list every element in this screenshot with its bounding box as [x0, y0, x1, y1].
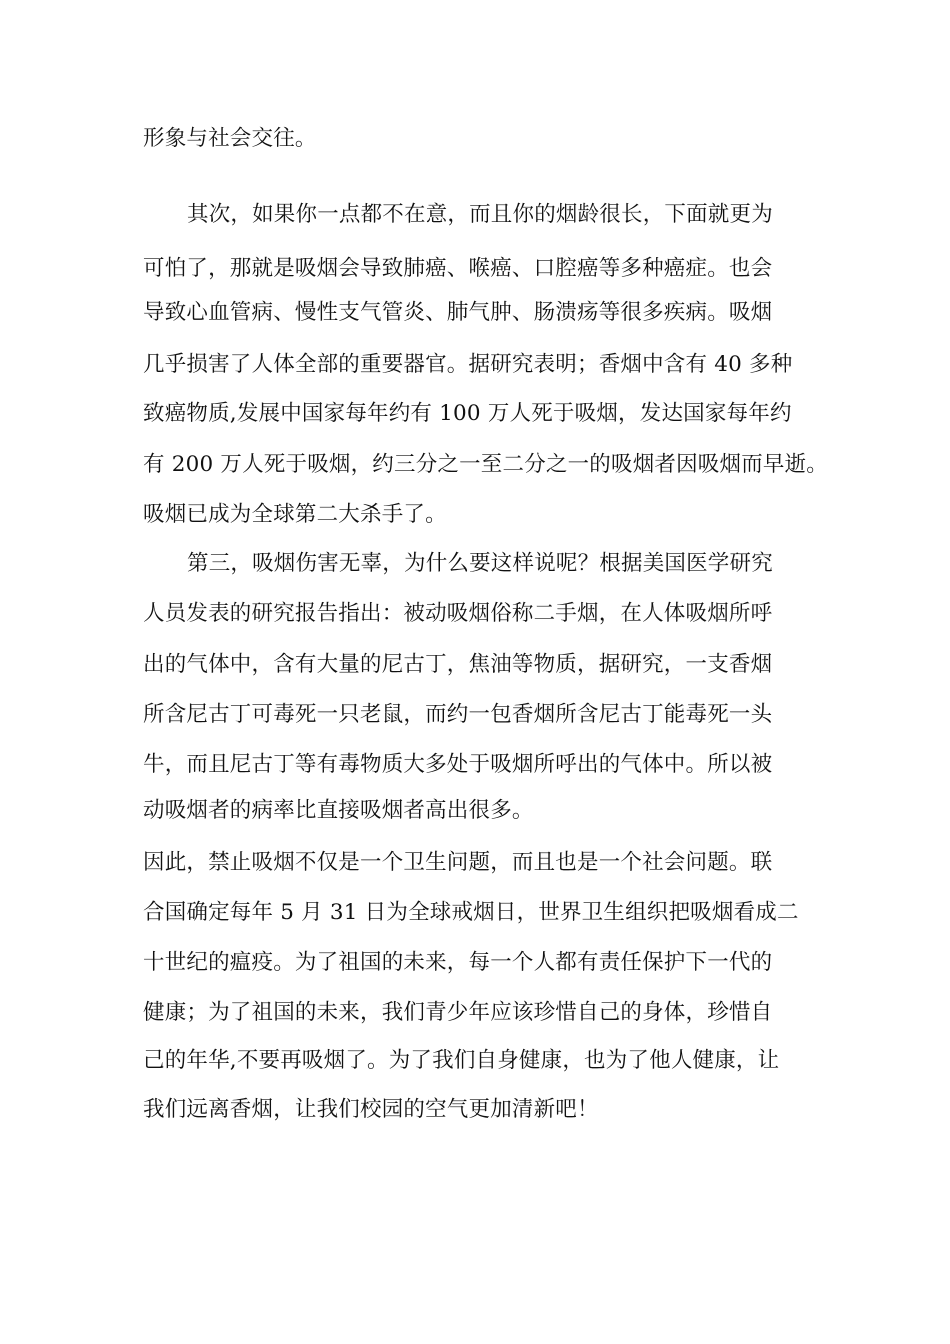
text-line: 出的气体中，含有大量的尼古丁，焦油等物质，据研究，一支香烟	[143, 652, 773, 677]
text-line: 第三，吸烟伤害无辜，为什么要这样说呢？根据美国医学研究	[187, 551, 773, 576]
text-line: 十世纪的瘟疫。为了祖国的未来，每一个人都有责任保护下一代的	[143, 950, 773, 975]
text-line: 其次，如果你一点都不在意，而且你的烟龄很长，下面就更为	[187, 202, 773, 227]
text-line: 我们远离香烟，让我们校园的空气更加清新吧！	[143, 1097, 599, 1122]
text-line: 吸烟已成为全球第二大杀手了。	[143, 502, 447, 527]
text-line: 导致心血管病、慢性支气管炎、肺气肿、肠溃疡等很多疾病。吸烟	[143, 300, 773, 325]
text-line: 牛，而且尼古丁等有毒物质大多处于吸烟所呼出的气体中。所以被	[143, 752, 773, 777]
text-line: 己的年华,不要再吸烟了。为了我们自身健康，也为了他人健康，让	[143, 1048, 780, 1073]
text-line: 所含尼古丁可毒死一只老鼠，而约一包香烟所含尼古丁能毒死一头	[143, 702, 773, 727]
text-line: 人员发表的研究报告指出：被动吸烟俗称二手烟，在人体吸烟所呼	[143, 601, 773, 626]
text-line: 致癌物质,发展中国家每年约有 100 万人死于吸烟，发达国家每年约	[143, 401, 792, 426]
text-line: 几乎损害了人体全部的重要器官。据研究表明；香烟中含有 40 多种	[143, 352, 793, 377]
text-line: 健康；为了祖国的未来，我们青少年应该珍惜自己的身体，珍惜自	[143, 1000, 773, 1025]
text-line: 合国确定每年 5 月 31 日为全球戒烟日，世界卫生组织把吸烟看成二	[143, 900, 799, 925]
text-line: 有 200 万人死于吸烟，约三分之一至二分之一的吸烟者因吸烟而早逝。	[143, 452, 829, 477]
text-line: 动吸烟者的病率比直接吸烟者高出很多。	[143, 798, 534, 823]
text-line: 因此，禁止吸烟不仅是一个卫生问题，而且也是一个社会问题。联	[143, 850, 773, 875]
text-line: 形象与社会交往。	[143, 126, 317, 151]
text-line: 可怕了，那就是吸烟会导致肺癌、喉癌、口腔癌等多种癌症。也会	[143, 256, 773, 281]
